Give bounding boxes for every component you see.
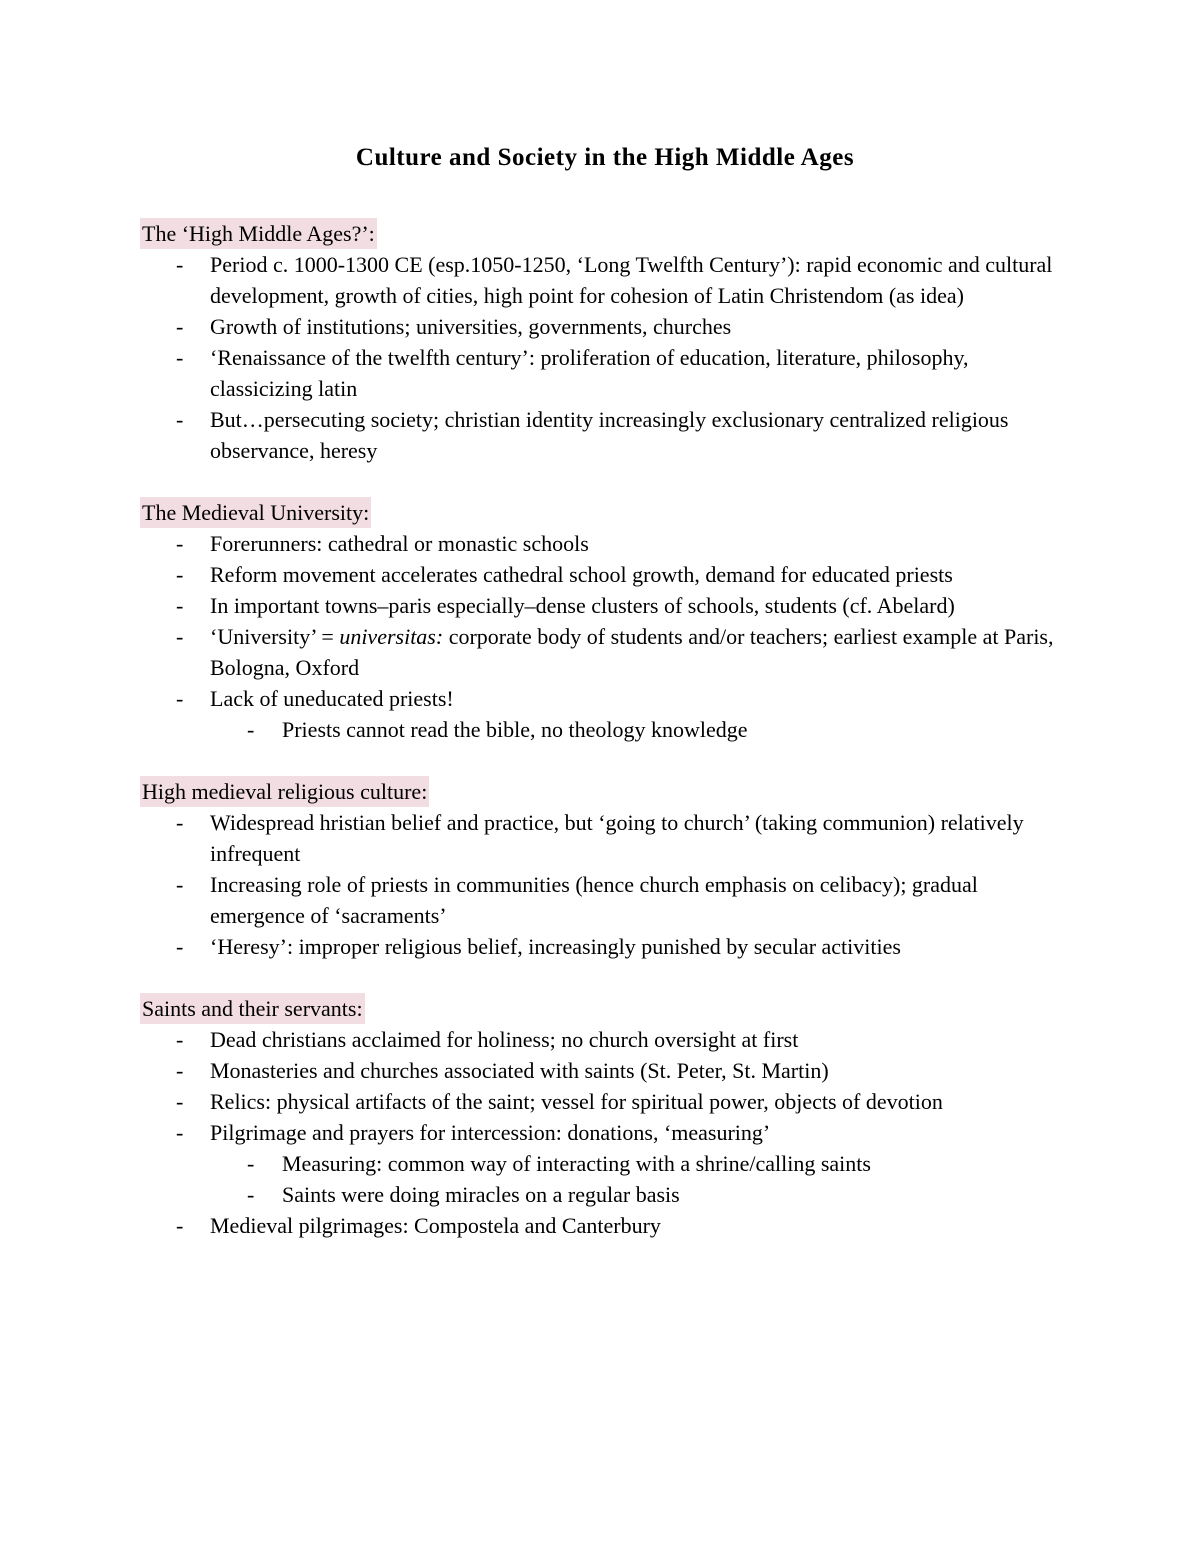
- bullet-dash: -: [176, 593, 184, 618]
- bullet-dash: -: [176, 1027, 184, 1052]
- list-item-text: ‘Renaissance of the twelfth century’: proliferation of education, literature, philosophy, classicizing latin: [210, 345, 969, 401]
- bullet-dash: -: [176, 934, 184, 959]
- list-item-text: Priests cannot read the bible, no theology knowledge: [282, 717, 748, 742]
- list-item: [140, 249, 1070, 311]
- list-item-text: Increasing role of priests in communities (hence church emphasis on celibacy); gradual emergence of ‘sacraments’: [210, 872, 978, 928]
- list-item-nested: [140, 714, 1070, 745]
- bullet-dash: -: [176, 624, 184, 649]
- bullet-dash: -: [176, 810, 184, 835]
- list-item-text: Reform movement accelerates cathedral school growth, demand for educated priests: [210, 562, 953, 587]
- list-item-text: Period c. 1000-1300 CE (esp.1050-1250, ‘Long Twelfth Century’): rapid economic and cultural development, growth of cities, high point for cohesion of Latin Christendom (as idea): [210, 252, 1053, 308]
- bullet-dash: -: [176, 1058, 184, 1083]
- bullet-dash: -: [176, 872, 184, 897]
- list-item-text: Relics: physical artifacts of the saint; vessel for spiritual power, objects of devotion: [210, 1089, 943, 1114]
- list-item-text: Pilgrimage and prayers for intercession: donations, ‘measuring’: [210, 1120, 771, 1145]
- list-item-text: In important towns–paris especially–dense clusters of schools, students (cf. Abelard): [210, 593, 955, 618]
- bullet-list: [140, 807, 1070, 962]
- list-item: [140, 1117, 1070, 1148]
- list-item: [140, 683, 1070, 714]
- section-heading: Saints and their servants:: [140, 993, 365, 1024]
- list-item: [140, 404, 1070, 466]
- list-item-text: Medieval pilgrimages: Compostela and Canterbury: [210, 1213, 661, 1238]
- list-item: [140, 528, 1070, 559]
- list-item: [140, 807, 1070, 869]
- list-item-nested: [140, 1179, 1070, 1210]
- list-item-text: Monasteries and churches associated with saints (St. Peter, St. Martin): [210, 1058, 829, 1083]
- list-item: [140, 590, 1070, 621]
- bullet-dash: -: [176, 1120, 184, 1145]
- bullet-list: [140, 249, 1070, 466]
- bullet-dash: -: [247, 1182, 255, 1207]
- section-heading: The Medieval University:: [140, 497, 371, 528]
- section-medieval-university: [140, 497, 1070, 745]
- list-item-text: Saints were doing miracles on a regular basis: [282, 1182, 680, 1207]
- list-item: [140, 311, 1070, 342]
- bullet-list: [140, 1024, 1070, 1241]
- document-title: Culture and Society in the High Middle Ages: [355, 144, 855, 171]
- list-item-text: But…persecuting society; christian identity increasingly exclusionary centralized religious observance, heresy: [210, 407, 1009, 463]
- list-item-nested: [140, 1148, 1070, 1179]
- list-item-text: Growth of institutions; universities, governments, churches: [210, 314, 732, 339]
- list-item: [140, 621, 1070, 683]
- list-item-text: Widespread hristian belief and practice, but ‘going to church’ (taking communion) relatively infrequent: [210, 810, 1024, 866]
- italic-term: universitas:: [339, 624, 444, 649]
- list-item: [140, 1210, 1070, 1241]
- section-saints: [140, 993, 1070, 1241]
- bullet-dash: -: [176, 531, 184, 556]
- bullet-dash: -: [176, 1213, 184, 1238]
- list-item-text: Forerunners: cathedral or monastic schools: [210, 531, 589, 556]
- section-high-middle-ages: [140, 218, 1070, 466]
- bullet-dash: -: [176, 407, 184, 432]
- bullet-dash: -: [176, 1089, 184, 1114]
- section-heading: The ‘High Middle Ages?’:: [140, 218, 377, 249]
- list-item: [140, 1086, 1070, 1117]
- list-item-text-after: corporate body of students and/or teachers; earliest example at Paris, Bologna, Oxford: [210, 624, 1054, 680]
- bullet-dash: -: [176, 252, 184, 277]
- list-item-text: Dead christians acclaimed for holiness; no church oversight at first: [210, 1027, 799, 1052]
- list-item-text-before: ‘University’ =: [210, 624, 340, 649]
- bullet-list: [140, 528, 1070, 745]
- bullet-dash: -: [176, 562, 184, 587]
- list-item: [140, 559, 1070, 590]
- bullet-dash: -: [176, 686, 184, 711]
- list-item: [140, 869, 1070, 931]
- bullet-dash: -: [247, 1151, 255, 1176]
- bullet-dash: -: [247, 717, 255, 742]
- list-item: [140, 1024, 1070, 1055]
- bullet-dash: -: [176, 345, 184, 370]
- list-item: [140, 931, 1070, 962]
- section-heading: High medieval religious culture:: [140, 776, 429, 807]
- list-item-text: ‘Heresy’: improper religious belief, increasingly punished by secular activities: [210, 934, 901, 959]
- list-item-text: Lack of uneducated priests!: [210, 686, 454, 711]
- list-item: [140, 342, 1070, 404]
- section-religious-culture: [140, 776, 1070, 962]
- list-item: [140, 1055, 1070, 1086]
- bullet-dash: -: [176, 314, 184, 339]
- list-item-text: Measuring: common way of interacting with a shrine/calling saints: [282, 1151, 871, 1176]
